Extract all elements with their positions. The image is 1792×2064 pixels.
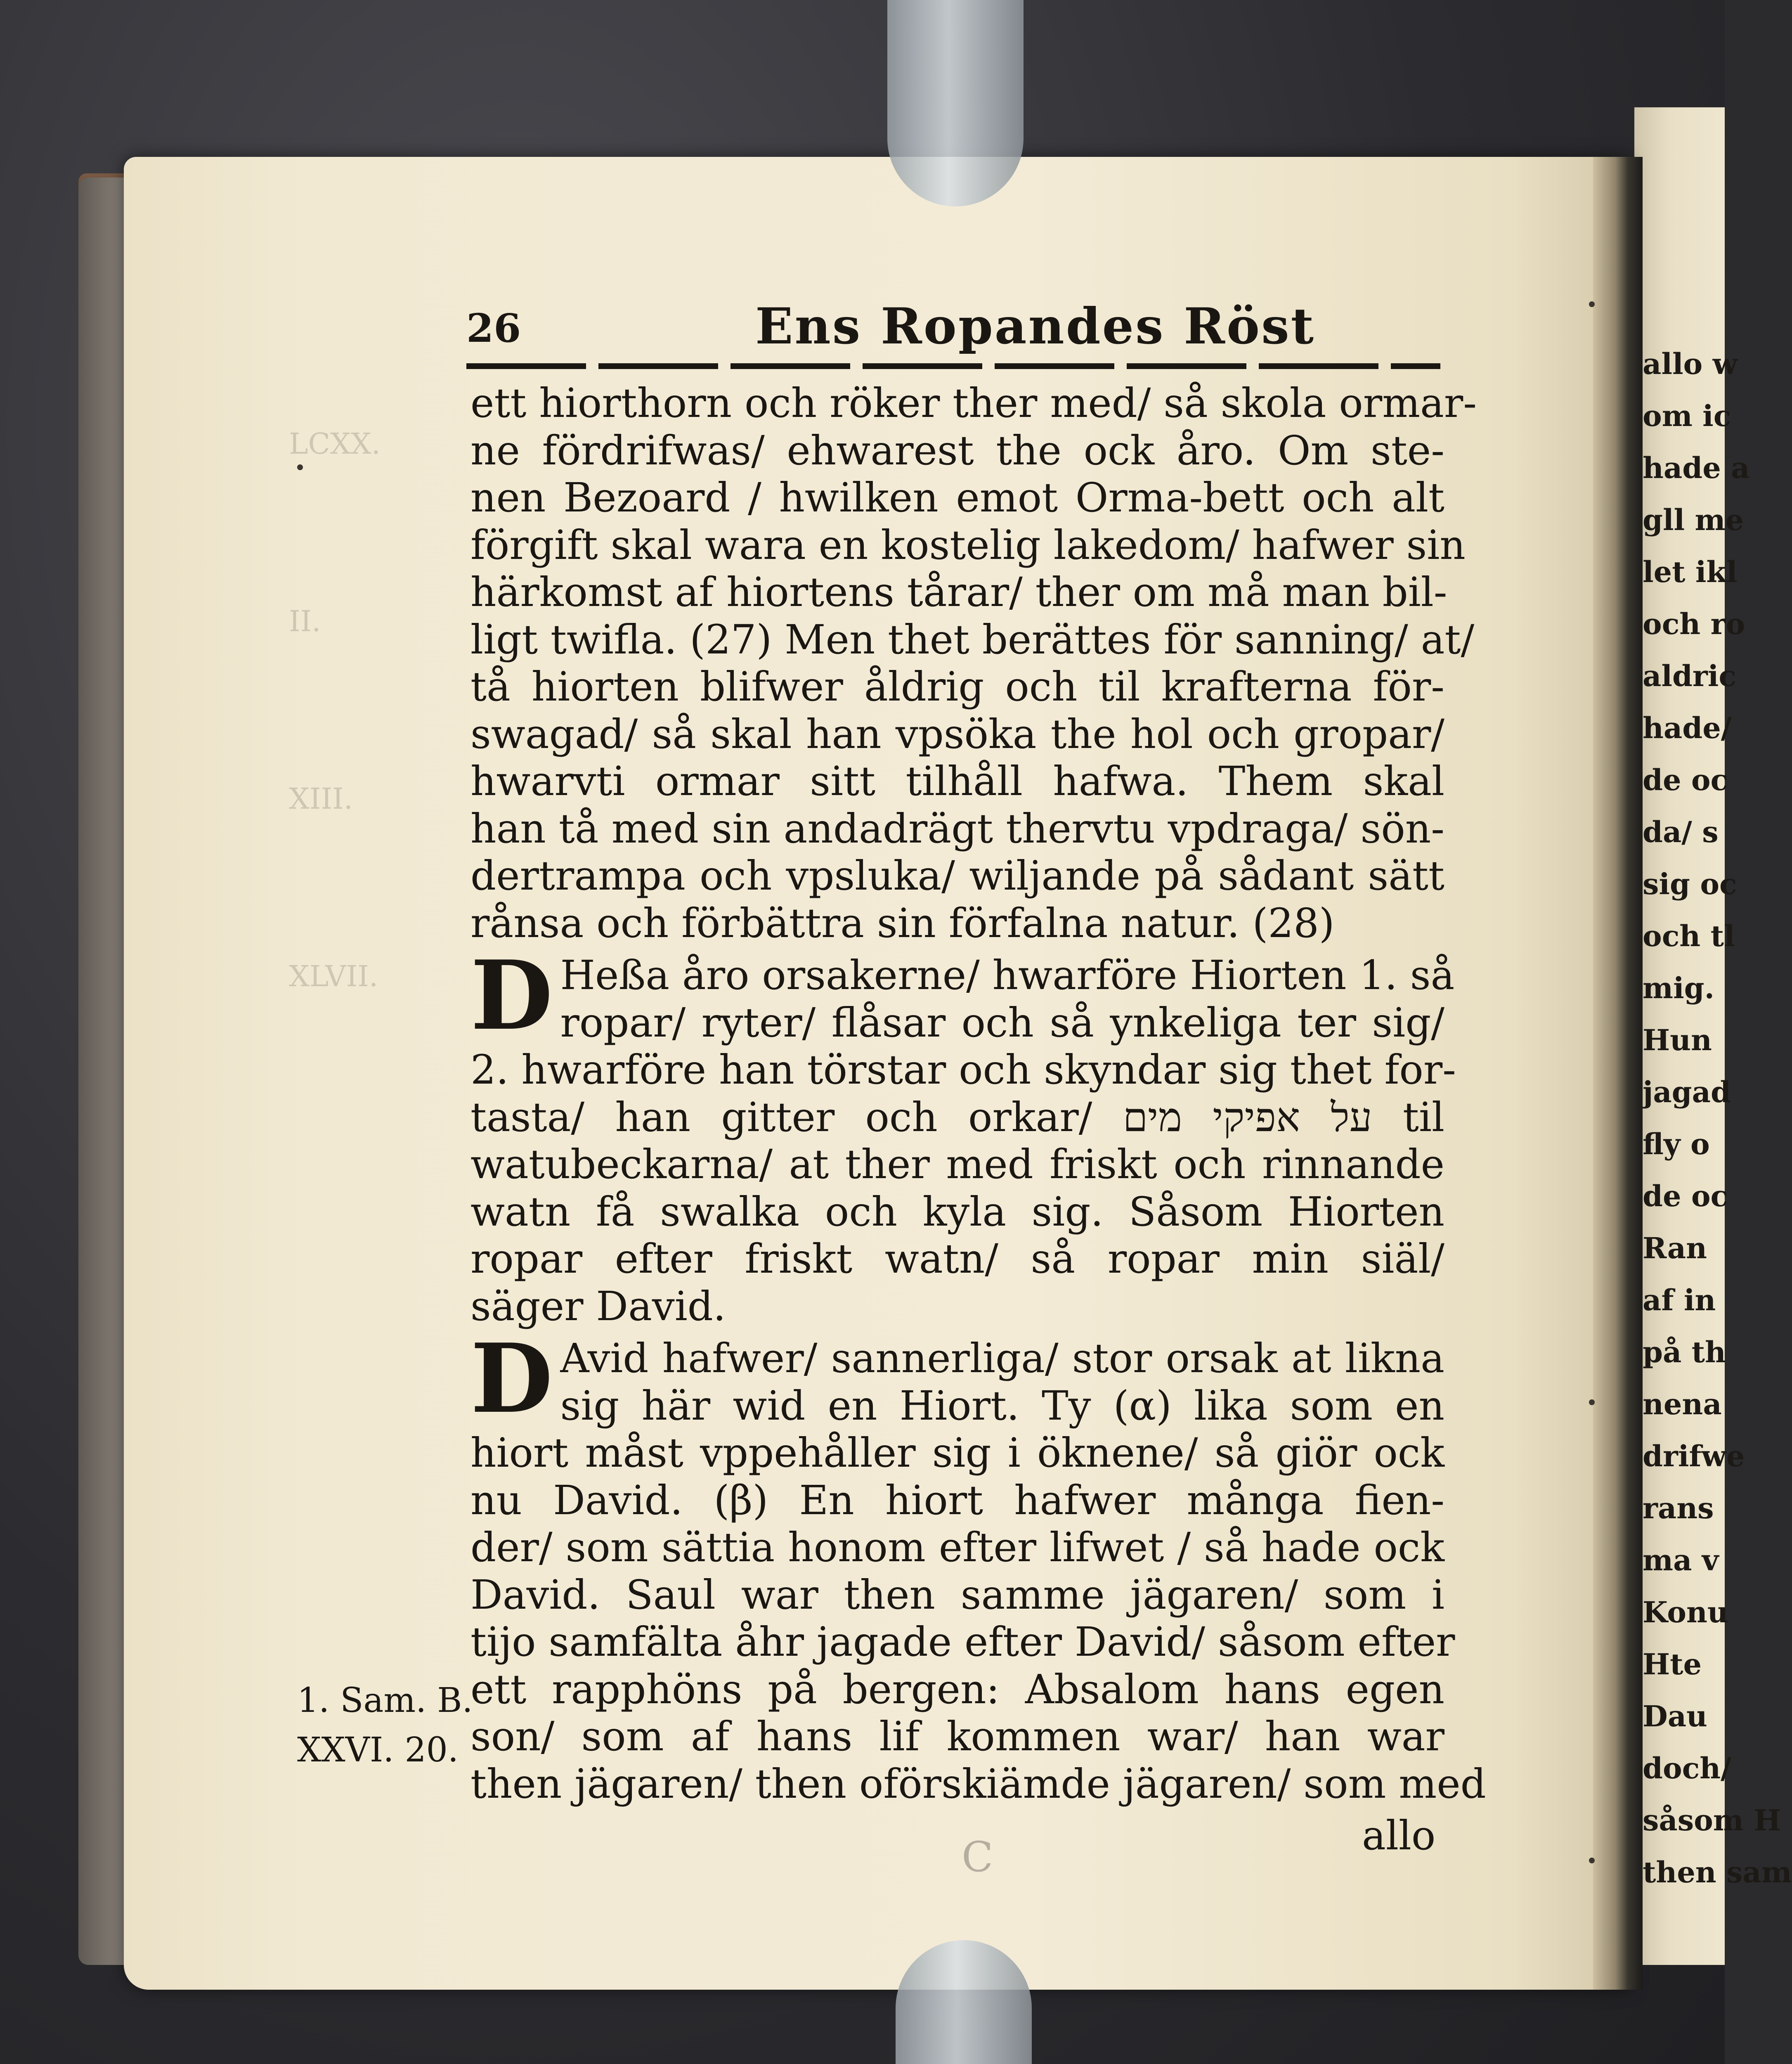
bleed-through-mark: LCXX. [289,427,381,461]
text-line: then jägaren/ then oförskiämde jägaren/ som med [470,1760,1486,1807]
drop-cap: D [470,1323,553,1434]
text-line: hiort måst vppehåller sig i öknene/ så giör ock [470,1430,1444,1476]
text-line: tasta/ han gitter och orkar/ על אפיקי מים til [470,1094,1444,1141]
page-gutter [1593,157,1643,1990]
right-page-fragment: allo w [1643,347,1738,381]
margin-dot [1589,1399,1595,1405]
text-line: tå hiorten blifwer åldrig och til krafterna för- [470,663,1444,710]
right-page-fragment: doch/ [1643,1751,1731,1785]
text-line: David. Saul war then samme jägaren/ som i [470,1571,1444,1618]
right-page-fragment: gll me [1643,503,1744,537]
right-page-fragment: Ran [1643,1231,1707,1265]
right-page-fragment: såsom H [1643,1803,1781,1837]
right-page-fragment: fly o [1643,1127,1710,1161]
text-line: ne fördrifwas/ ehwarest the ock åro. Om ste- [470,427,1444,474]
page-number: 26 [466,305,521,351]
page-clip-top [887,0,1024,206]
bleed-through [289,413,454,1445]
body-text [470,380,1486,1808]
right-page-fragment: mig. [1643,971,1714,1005]
right-page-fragment: jagad [1643,1075,1731,1109]
right-page-fragment: de oc [1643,1179,1728,1213]
right-page-fragment: och ro [1643,607,1745,641]
text-line: dertrampa och vpsluka/ wiljande på sådant sätt [470,852,1444,899]
margin-note [297,1676,473,1775]
text-line: ett hiorthorn och röker ther med/ så skola ormar- [470,380,1477,426]
right-page-fragment: drifwe [1643,1439,1745,1473]
text-line: ligt twifla. (27) Men thet berättes för sanning/ at/ [470,616,1475,663]
catchword: allo [1362,1812,1436,1859]
right-page-fragment: aldric [1643,659,1736,693]
text-line: son/ som af hans lif kommen war/ han war [470,1713,1444,1760]
text-line: hwarvti ormar sitt tilhåll hafwa. Them skal [470,758,1444,805]
margin-dot [1589,301,1595,307]
text-line: sig här wid en Hiort. Ty (α) lika som en [560,1382,1444,1429]
running-title: Ens Ropandes Röst [755,297,1316,355]
drop-cap: D [470,940,553,1051]
right-page-fragment: ma v [1643,1543,1719,1577]
paragraph-gap [470,947,1444,952]
text-line: förgift skal wara en kostelig lakedom/ hafwer sin [470,521,1466,568]
right-page-fragment: de oc [1643,763,1728,797]
margin-dot [1589,1858,1595,1863]
right-page-fragment: nena [1643,1387,1722,1421]
bleed-through-mark: XLVII. [289,959,378,993]
right-page-fragment: Dau [1643,1699,1707,1733]
text-line: ropar efter friskt watn/ så ropar min siäl/ [470,1236,1444,1282]
text-line: Heßa åro orsakerne/ hwarföre Hiorten 1. så [560,952,1455,999]
right-page-fragment: rans [1643,1491,1714,1525]
text-line: ropar/ ryter/ flåsar och så ynkeliga ter sig/ [560,999,1444,1046]
text-line: Avid hafwer/ sannerliga/ stor orsak at likna [560,1335,1444,1382]
signature-mark: C [962,1833,993,1881]
text-line: watubeckarna/ at ther med friskt och rinnande [470,1141,1444,1188]
margin-note-line: 1. Sam. B. [297,1681,473,1720]
right-page-fragment: och tl [1643,919,1735,953]
right-page-fragment: sig oc [1643,867,1737,901]
right-page-fragment: Hun [1643,1023,1712,1057]
text-line: säger David. [470,1283,726,1330]
right-page-fragment: af in [1643,1283,1716,1317]
right-page-fragment: om ic [1643,399,1731,433]
text-line: nu David. (β) En hiort hafwer många fien- [470,1477,1444,1524]
right-page-fragment: Konu [1643,1595,1728,1629]
paragraph-gap [470,1330,1444,1335]
right-page-fragment: da/ s [1643,815,1719,849]
bleed-through-mark: II. [289,604,321,638]
right-page-fragment: hade a [1643,451,1750,485]
text-line: der/ som sättia honom efter lifwet / så hade ock [470,1524,1444,1571]
text-line: tijo samfälta åhr jagade efter David/ såsom efter [470,1619,1455,1665]
text-line: watn få swalka och kyla sig. Såsom Hiorten [470,1188,1444,1235]
margin-dot [297,464,303,470]
bleed-through-mark: XIII. [289,782,353,816]
right-page-fragment: then sam [1643,1855,1792,1889]
right-page-fragment: let ikl [1643,555,1738,589]
margin-note-line: XXVI. 20. [297,1730,459,1770]
text-line: nen Bezoard / hwilken emot Orma-bett och alt [470,474,1444,521]
header-rule [466,363,1440,369]
text-line: härkomst af hiortens tårar/ ther om må man bil- [470,569,1447,615]
text-line: swagad/ så skal han vpsöka the hol och gropar/ [470,710,1444,757]
right-page [1634,107,1792,1965]
text-line: ett rapphöns på bergen: Absalom hans egen [470,1666,1444,1713]
right-page-fragment: Hte [1643,1647,1702,1681]
right-page-fragment: på th [1643,1335,1726,1369]
text-line: rånsa och förbättra sin förfalna natur. (28) [470,899,1335,947]
right-page-fragment: hade/ [1643,711,1732,745]
text-line: han tå med sin andadrägt thervtu vpdraga/ sön- [470,805,1444,852]
text-line: 2. hwarföre han törstar och skyndar sig thet for- [470,1046,1456,1093]
